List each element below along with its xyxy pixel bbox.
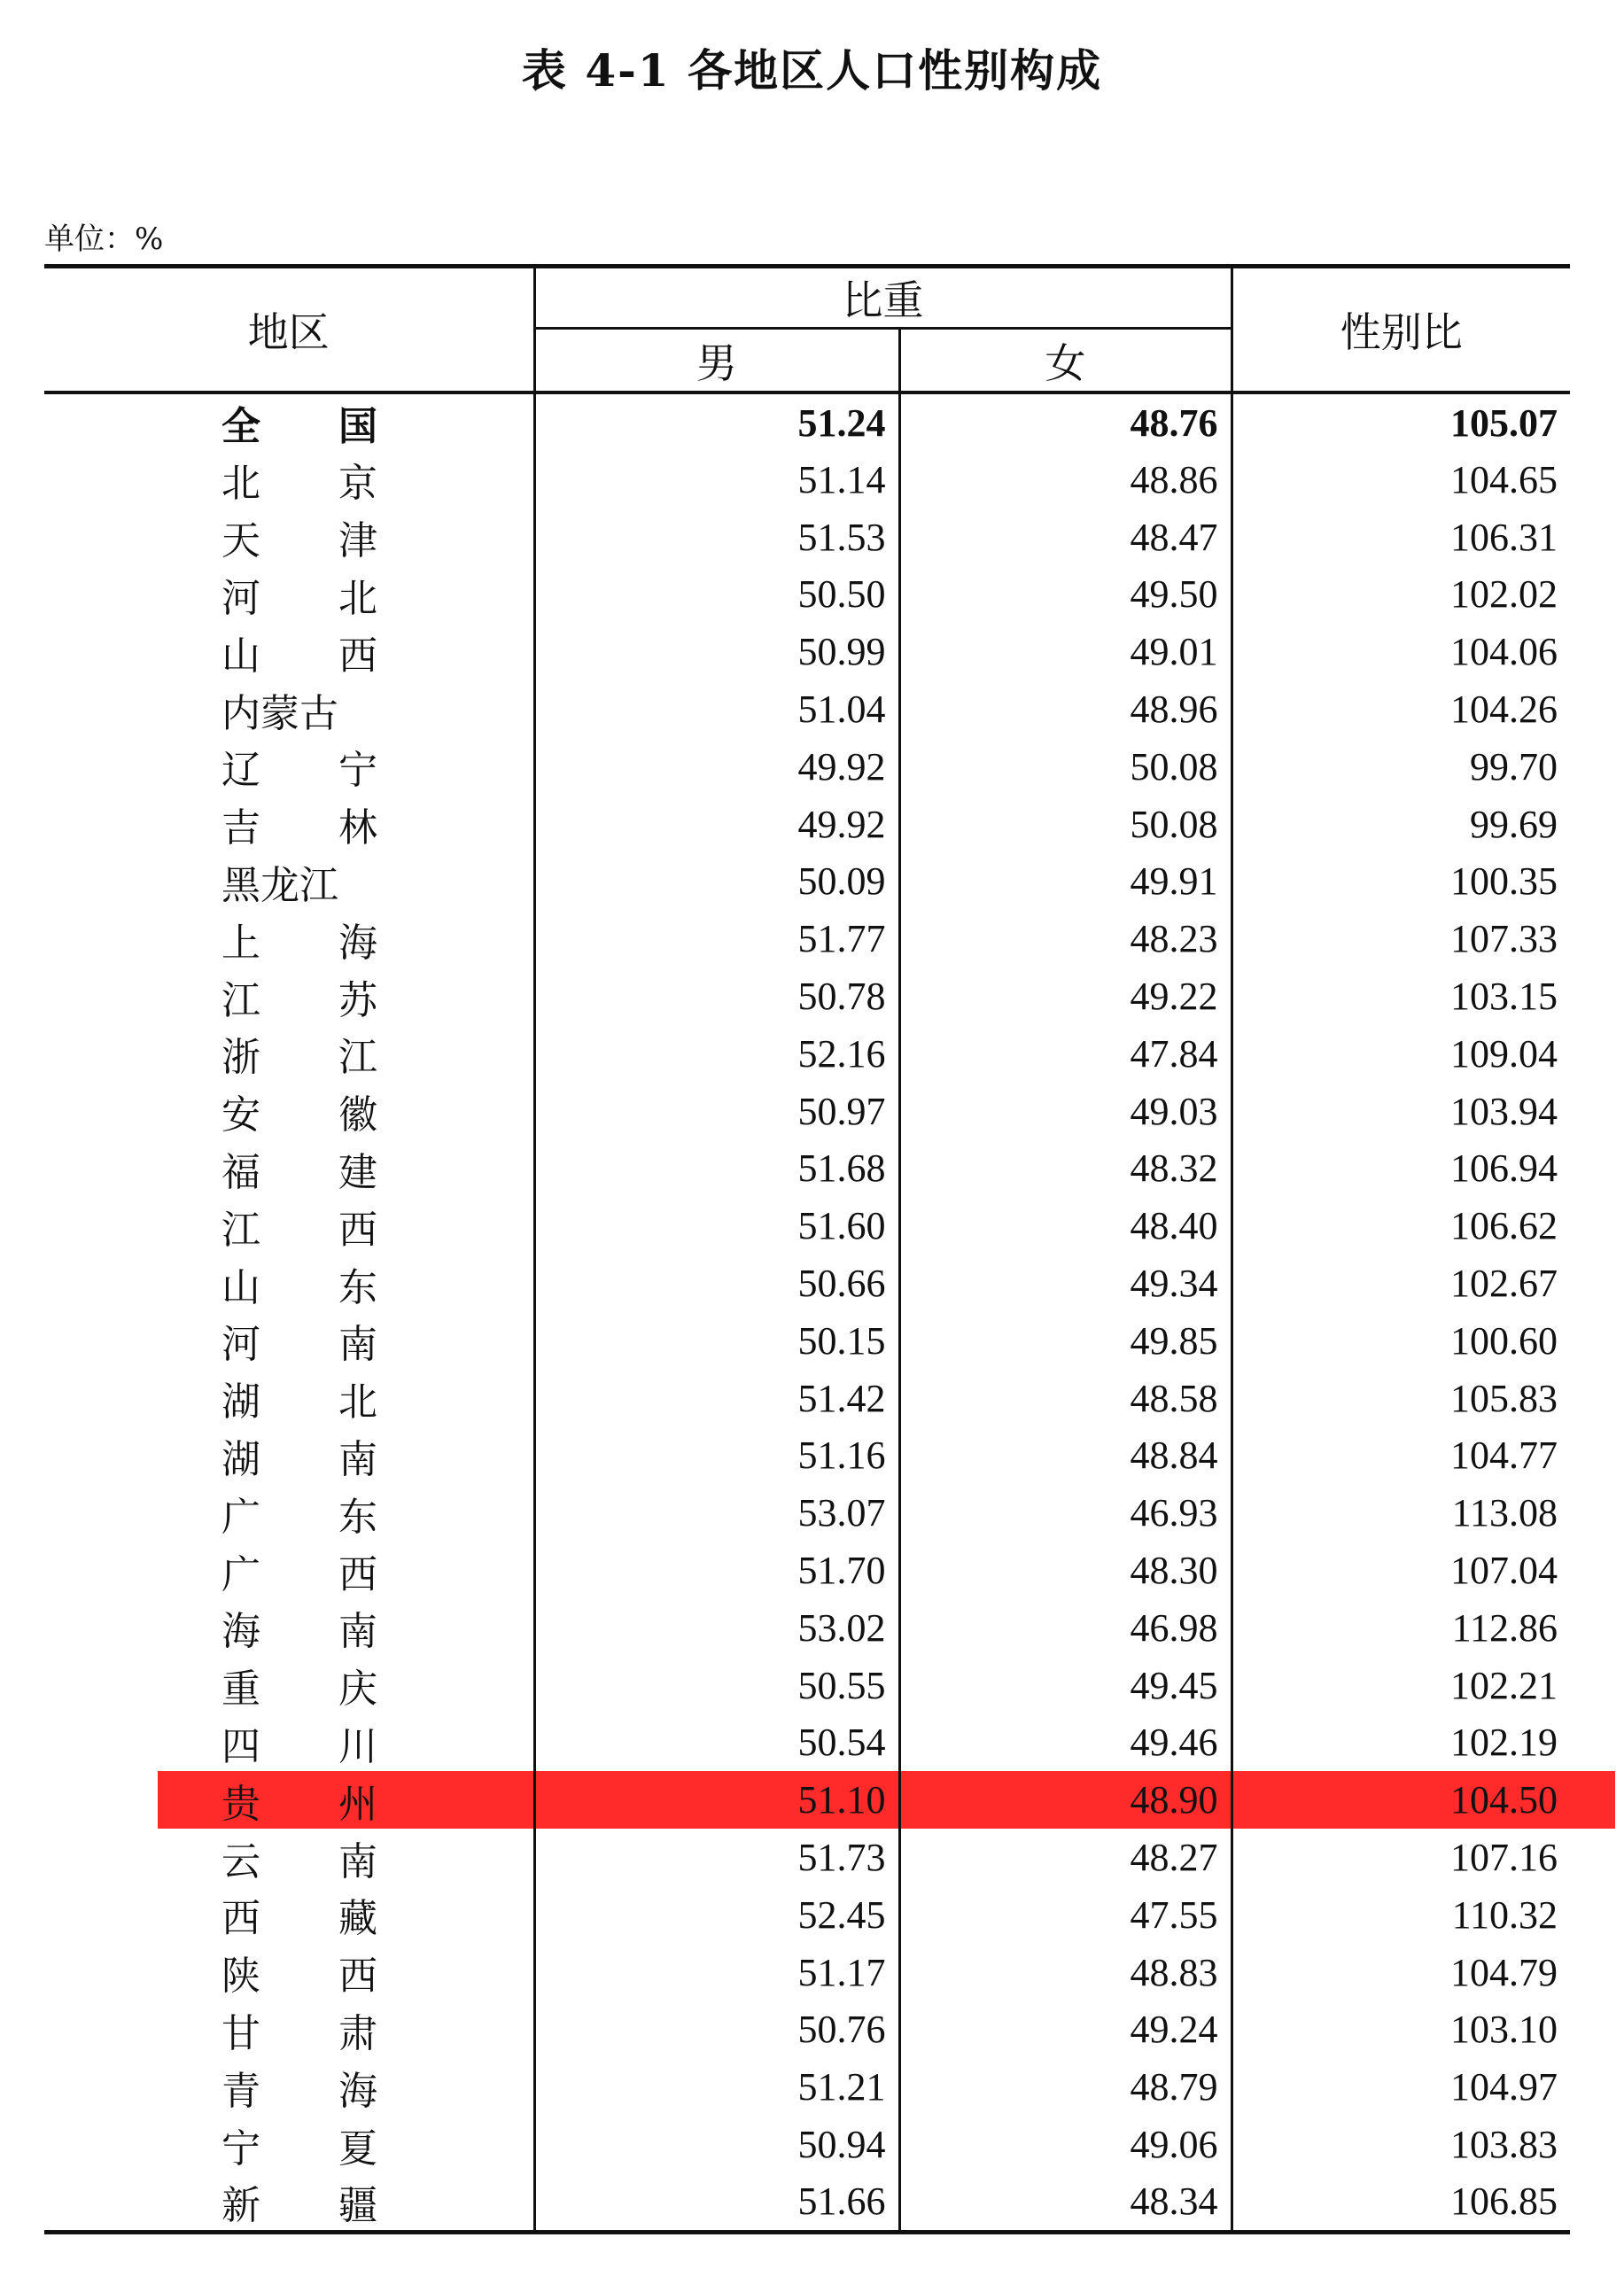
sex-ratio-cell: 106.62: [1450, 1204, 1558, 1248]
male-share-cell: 50.66: [534, 1255, 899, 1312]
female-share-cell: 46.98: [899, 1599, 1232, 1657]
header-male: 男: [534, 329, 899, 393]
table-row: [44, 1255, 1570, 1312]
sex-ratio-cell: 105.83: [1450, 1376, 1558, 1420]
male-share-cell: 50.97: [534, 1083, 899, 1140]
sex-ratio-cell: 104.97: [1450, 2065, 1558, 2109]
male-share-cell: 51.68: [534, 1140, 899, 1198]
table-row: [44, 566, 1570, 624]
region-cell: 内蒙古: [44, 680, 534, 738]
sex-ratio-cell: 105.07: [1450, 400, 1558, 445]
sex-ratio-cell: 109.04: [1450, 1031, 1558, 1076]
region-cell: 黑龙江: [44, 853, 534, 911]
table-row: [44, 1542, 1570, 1599]
sex-ratio-cell: 99.69: [1470, 802, 1558, 846]
sex-ratio-cell: 112.86: [1451, 1605, 1558, 1650]
region-cell: 青 海: [44, 2058, 534, 2116]
table-row: [44, 1771, 1570, 1829]
sex-ratio-cell: 113.08: [1451, 1491, 1558, 1535]
male-share-cell: 51.10: [534, 1771, 899, 1829]
region-cell: 江 西: [44, 1197, 534, 1255]
region-cell: 重 庆: [44, 1657, 534, 1714]
sex-ratio-cell: 107.33: [1450, 917, 1558, 961]
region-cell: 陕 西: [44, 1944, 534, 2001]
sex-composition-table: [44, 264, 1570, 2234]
female-share-cell: 49.01: [899, 623, 1232, 680]
region-cell: 广 东: [44, 1484, 534, 1542]
table-row: [44, 451, 1570, 509]
region-cell: 海 南: [44, 1599, 534, 1657]
table-row: [44, 1427, 1570, 1485]
sex-ratio-cell: 103.94: [1450, 1089, 1558, 1133]
male-share-cell: 51.70: [534, 1542, 899, 1599]
region-cell: 新 疆: [44, 2173, 534, 2233]
sex-ratio-cell: 107.16: [1450, 1836, 1558, 1880]
table-row: [44, 1140, 1570, 1198]
male-share-cell: 50.55: [534, 1657, 899, 1714]
region-cell: 上 海: [44, 910, 534, 967]
male-share-cell: 53.07: [534, 1484, 899, 1542]
female-share-cell: 48.40: [899, 1197, 1232, 1255]
region-cell: 浙 江: [44, 1025, 534, 1083]
female-share-cell: 48.58: [899, 1370, 1232, 1427]
region-cell: 山 西: [44, 623, 534, 680]
sex-ratio-cell: 100.35: [1450, 859, 1558, 904]
sex-ratio-cell: 110.32: [1451, 1892, 1558, 1937]
sex-ratio-cell: 104.06: [1450, 630, 1558, 674]
table-row: [44, 2058, 1570, 2116]
region-cell: 贵 州: [44, 1771, 534, 1829]
female-share-cell: 49.22: [899, 967, 1232, 1025]
region-cell: 甘 肃: [44, 2001, 534, 2059]
female-share-cell: 48.84: [899, 1427, 1232, 1485]
sex-ratio-cell: 104.26: [1450, 688, 1558, 732]
male-share-cell: 51.17: [534, 1944, 899, 2001]
sex-ratio-cell: 103.10: [1450, 2008, 1558, 2052]
region-cell: 云 南: [44, 1829, 534, 1886]
sex-ratio-cell: 103.83: [1450, 2123, 1558, 2166]
male-share-cell: 51.66: [534, 2173, 899, 2233]
male-share-cell: 49.92: [534, 738, 899, 796]
table-row: [44, 853, 1570, 911]
female-share-cell: 49.06: [899, 2116, 1232, 2173]
female-share-cell: 48.27: [899, 1829, 1232, 1886]
region-cell: 河 北: [44, 566, 534, 624]
male-share-cell: 50.15: [534, 1312, 899, 1370]
sex-ratio-cell: 104.50: [1450, 1778, 1558, 1822]
sex-ratio-cell: 107.04: [1450, 1549, 1558, 1593]
sex-ratio-cell: 103.15: [1450, 975, 1558, 1019]
female-share-cell: 49.34: [899, 1255, 1232, 1312]
sex-ratio-cell: 106.85: [1232, 2173, 1570, 2233]
female-share-cell: 48.90: [899, 1771, 1232, 1829]
female-share-cell: 47.84: [899, 1025, 1232, 1083]
table-row: [44, 967, 1570, 1025]
region-cell: 北 京: [44, 451, 534, 509]
male-share-cell: 50.50: [534, 566, 899, 624]
female-share-cell: 49.24: [899, 2001, 1232, 2059]
sex-ratio-cell: 106.31: [1450, 515, 1558, 559]
sex-ratio-cell: 102.19: [1450, 1721, 1558, 1765]
sex-ratio-cell: 106.94: [1450, 1146, 1558, 1191]
table-row: [44, 1025, 1570, 1083]
header-sex-ratio: 性别比: [1232, 267, 1570, 393]
male-share-cell: 50.76: [534, 2001, 899, 2059]
female-share-cell: 48.96: [899, 680, 1232, 738]
table-row: [44, 796, 1570, 853]
male-share-cell: 52.45: [534, 1886, 899, 1944]
header-region: 地区: [44, 267, 534, 393]
table-row: [44, 1370, 1570, 1427]
female-share-cell: 49.85: [899, 1312, 1232, 1370]
female-share-cell: 50.08: [899, 796, 1232, 853]
male-share-cell: 51.73: [534, 1829, 899, 1886]
male-share-cell: 50.78: [534, 967, 899, 1025]
region-cell: 湖 北: [44, 1370, 534, 1427]
region-cell: 全 国: [44, 392, 534, 451]
table-row: [44, 2173, 1570, 2233]
table-row: [44, 680, 1570, 738]
region-cell: 河 南: [44, 1312, 534, 1370]
table-row: [44, 1197, 1570, 1255]
male-share-cell: 51.14: [534, 451, 899, 509]
table-row: [44, 738, 1570, 796]
header-share: 比重: [534, 267, 1232, 329]
table-row: [44, 509, 1570, 566]
table-row: [44, 2001, 1570, 2059]
male-share-cell: 51.42: [534, 1370, 899, 1427]
unit-label: 单位：%: [44, 221, 164, 257]
region-cell: 四 川: [44, 1714, 534, 1772]
male-share-cell: 52.16: [534, 1025, 899, 1083]
female-share-cell: 48.83: [899, 1944, 1232, 2001]
region-cell: 福 建: [44, 1140, 534, 1198]
female-share-cell: 48.76: [899, 392, 1232, 451]
male-share-cell: 51.16: [534, 1427, 899, 1485]
table-row: [44, 1714, 1570, 1772]
male-share-cell: 53.02: [534, 1599, 899, 1657]
male-share-cell: 51.21: [534, 2058, 899, 2116]
sex-ratio-cell: 99.70: [1470, 744, 1558, 789]
table-row: [44, 1599, 1570, 1657]
female-share-cell: 48.30: [899, 1542, 1232, 1599]
male-share-cell: 50.54: [534, 1714, 899, 1772]
female-share-cell: 48.47: [899, 509, 1232, 566]
table-row: [44, 1083, 1570, 1140]
male-share-cell: 51.60: [534, 1197, 899, 1255]
region-cell: 安 徽: [44, 1083, 534, 1140]
table-row: [44, 1944, 1570, 2001]
table-row: [44, 2116, 1570, 2173]
male-share-cell: 49.92: [534, 796, 899, 853]
male-share-cell: 51.04: [534, 680, 899, 738]
male-share-cell: 50.09: [534, 853, 899, 911]
table-header: [44, 267, 1570, 393]
female-share-cell: 47.55: [899, 1886, 1232, 1944]
female-share-cell: 48.34: [899, 2173, 1232, 2233]
sex-ratio-cell: 102.21: [1450, 1663, 1558, 1707]
female-share-cell: 48.79: [899, 2058, 1232, 2116]
sex-ratio-cell: 104.65: [1450, 457, 1558, 501]
table-row: [44, 910, 1570, 967]
female-share-cell: 48.86: [899, 451, 1232, 509]
region-cell: 湖 南: [44, 1427, 534, 1485]
page-title: 表 4-1 各地区人口性别构成: [521, 44, 1103, 97]
sex-ratio-cell: 102.02: [1450, 572, 1558, 617]
region-cell: 西 藏: [44, 1886, 534, 1944]
female-share-cell: 49.91: [899, 853, 1232, 911]
male-share-cell: 50.99: [534, 623, 899, 680]
region-cell: 吉 林: [44, 796, 534, 853]
male-share-cell: 50.94: [534, 2116, 899, 2173]
male-share-cell: 51.53: [534, 509, 899, 566]
region-cell: 辽 宁: [44, 738, 534, 796]
table-row-total: [44, 392, 1570, 451]
region-cell: 天 津: [44, 509, 534, 566]
female-share-cell: 48.23: [899, 910, 1232, 967]
sex-ratio-cell: 102.67: [1450, 1262, 1558, 1306]
table-body: [44, 392, 1570, 2232]
table-row: [44, 1886, 1570, 1944]
female-share-cell: 48.32: [899, 1140, 1232, 1198]
female-share-cell: 49.45: [899, 1657, 1232, 1714]
female-share-cell: 49.50: [899, 566, 1232, 624]
region-cell: 山 东: [44, 1255, 534, 1312]
female-share-cell: 49.03: [899, 1083, 1232, 1140]
male-share-cell: 51.77: [534, 910, 899, 967]
sex-ratio-cell: 104.77: [1450, 1433, 1558, 1478]
male-share-cell: 51.24: [534, 392, 899, 451]
table-row: [44, 1657, 1570, 1714]
table-row: [44, 1312, 1570, 1370]
female-share-cell: 46.93: [899, 1484, 1232, 1542]
table-row: [44, 1484, 1570, 1542]
region-cell: 广 西: [44, 1542, 534, 1599]
sex-ratio-cell: 104.79: [1450, 1950, 1558, 1994]
table-row: [44, 1829, 1570, 1886]
female-share-cell: 49.46: [899, 1714, 1232, 1772]
table-row: [44, 623, 1570, 680]
region-cell: 宁 夏: [44, 2116, 534, 2173]
sex-ratio-cell: 100.60: [1450, 1318, 1558, 1363]
female-share-cell: 50.08: [899, 738, 1232, 796]
region-cell: 江 苏: [44, 967, 534, 1025]
header-female: 女: [899, 329, 1232, 393]
